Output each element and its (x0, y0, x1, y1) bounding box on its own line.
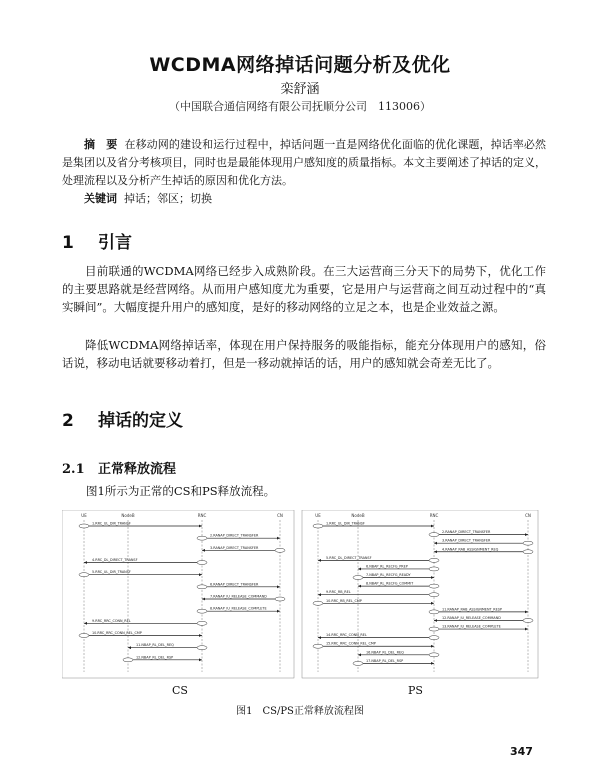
cs-message-arrowhead (199, 525, 202, 528)
ps-message-arrowhead (318, 593, 321, 596)
ps-message-node (429, 593, 439, 597)
section-2-1-number: 2.1 (62, 462, 85, 477)
ps-message-node (429, 653, 439, 657)
cs-message-label: 2.RANAP_DIRECT_TRANSFER (210, 533, 259, 538)
cs-lifeline-label-ue: UE (81, 513, 87, 518)
ps-message-label: 9.RRC_RB_REL (326, 590, 351, 595)
ps-message-label: 11.RANAP_RAB_ASSIGNMENT_RESP (442, 607, 502, 612)
section-2-heading (62, 406, 183, 431)
section-2-1-title: 正常释放流程 (98, 462, 177, 477)
ps-message-node (429, 558, 439, 562)
ps-message-label: 16.NBAP_RL_DEL_REQ (366, 650, 404, 655)
paper-title: WCDMA网络掉话问题分析及优化 (149, 54, 451, 76)
keywords-text: 掉话；邻区；切换 (124, 192, 212, 205)
ps-message-node (429, 567, 439, 571)
ps-message-arrowhead (525, 610, 528, 613)
cs-message-label: 8.RANAP_IU_RELEASE_COMPLETE (210, 606, 267, 611)
cs-message-label: 3.RANAP_DIRECT_TRANSFER (210, 545, 259, 550)
cs-message-node (197, 646, 207, 650)
cs-message-arrowhead (277, 610, 280, 613)
cs-message-node (197, 561, 207, 565)
ps-lifeline-label-cn: CN (525, 513, 531, 518)
ps-message-arrowhead (525, 533, 528, 536)
ps-message-node (429, 627, 439, 631)
affiliation: （中国联合通信网络有限公司抚顺分公司 113006） (169, 100, 431, 113)
figure-intro: 图1所示为正常的CS和PS释放流程。 (86, 484, 276, 498)
cs-message-node (275, 597, 285, 601)
section-1-title: 引言 (98, 233, 132, 253)
ps-message-arrowhead (318, 636, 321, 639)
cs-message-node (197, 609, 207, 613)
ps-message-arrowhead (431, 645, 434, 648)
ps-message-arrowhead (431, 602, 434, 605)
ps-message-node (429, 533, 439, 537)
cs-lifeline-label-cn: CN (277, 513, 283, 518)
ps-message-node (353, 576, 363, 580)
cs-message-label: 11.NBAP_RL_DEL_REQ (136, 643, 174, 648)
author-name: 栾舒涵 (280, 82, 320, 97)
ps-message-label: 6.NBAP_RL_RECFG_PREP (366, 564, 408, 569)
ps-lifeline-label-rnc: RNC (429, 513, 439, 518)
cs-message-node (79, 573, 89, 577)
ps-message-node (313, 601, 323, 605)
cs-message-node (79, 634, 89, 638)
ps-message-node (523, 618, 533, 622)
ps-message-node (523, 550, 533, 554)
ps-lifeline-label-nodeb: NodeB (351, 513, 365, 518)
section-1-paragraph-1: 目前联通的WCDMA网络已经步入成熟阶段。在三大运营商三分天下的局势下，优化工作的主要思路就是经营网络。从而用户感知度尤为重要，它是用户与运营商之间互动过程中的“真实瞬间”。大幅度提升用户的感知度，是好的移动网络的立足之本，也是企业效益之源。 (62, 264, 546, 314)
section-1-paragraph-2: 降低WCDMA网络掉话率，体现在用户保持服务的吸能指标，能充分体现用户的感知，俗话说，移动电话就要移动着打，但是一移动就掉话的话，用户的感知就会奇差无比了。 (62, 338, 546, 370)
ps-message-arrowhead (431, 525, 434, 528)
ps-message-node (429, 610, 439, 614)
cs-message-node (275, 548, 285, 552)
cs-message-arrowhead (277, 585, 280, 588)
ps-message-label: 2.RANAP_DIRECT_TRANSFER (442, 530, 491, 535)
ps-message-arrowhead (525, 628, 528, 631)
cs-message-node (123, 658, 133, 662)
cs-message-arrowhead (84, 622, 87, 625)
cs-message-arrowhead (202, 549, 205, 552)
ps-message-arrowhead (434, 550, 437, 553)
ps-message-label: 15.RRC_RRC_CONN_REL_CMP (326, 641, 376, 646)
cs-message-arrowhead (202, 598, 205, 601)
cs-message-label: 6.RANAP_DIRECT_TRANSFER (210, 582, 259, 587)
cs-message-label: 4.RRC_DL_DIRECT_TRANSF (92, 558, 138, 562)
cs-label: CS (172, 684, 188, 697)
section-1-number: 1 (62, 233, 74, 253)
ps-message-label: 17.NBAP_RL_DEL_RSP (366, 658, 404, 663)
cs-message-node (197, 585, 207, 589)
cs-message-arrowhead (199, 658, 202, 661)
ps-message-label: 13.RANAP_IU_RELEASE_COMPLETE (442, 624, 501, 629)
section-1-heading (62, 228, 132, 253)
ps-message-label: 5.RRC_DL_DIRECT_TRANSF (326, 555, 372, 560)
ps-message-label: 8.NBAP_RL_RECFG_COMMIT (366, 581, 414, 586)
ps-message-node (523, 541, 533, 545)
ps-message-node (353, 661, 363, 665)
cs-message-arrowhead (199, 573, 202, 576)
ps-message-label: 4.RANAP_RAB_ASSIGNMENT_REQ (442, 547, 499, 552)
ps-message-arrowhead (431, 662, 434, 665)
ps-message-arrowhead (434, 542, 437, 545)
cs-message-label: 7.RANAP_IU_RELEASE_COMMAND (210, 594, 267, 599)
ps-label: PS (408, 684, 423, 697)
ps-message-arrowhead (358, 568, 361, 571)
ps-message-label: 1.RRC_UL_DIR_TRANSF (326, 521, 365, 526)
ps-message-label: 12.RANAP_IU_RELEASE_COMMAND (442, 615, 501, 620)
figure-1-caption: 图1 CS/PS正常释放流程图 (236, 706, 364, 717)
abstract-text: 在移动网的建设和运行过程中，掉话问题一直是网络优化面临的优化课题，掉话率必然是集团以及省分考核项目，同时也是最能体现用户感知度的质量指标。本文主要阐述了掉话的定义，处理流程以及分析产生掉话的原因和优化方法。 (62, 138, 547, 187)
cs-message-arrowhead (277, 537, 280, 540)
ps-message-arrowhead (434, 619, 437, 622)
ps-message-label: 14.RRC_RRC_CONN_REL (326, 633, 367, 638)
ps-message-node (313, 524, 323, 528)
section-2-1-heading (62, 458, 176, 477)
cs-message-node (197, 536, 207, 540)
section-2-title: 掉话的定义 (98, 411, 183, 431)
cs-message-node (79, 524, 89, 528)
section-2-number: 2 (62, 411, 74, 431)
ps-message-arrowhead (358, 585, 361, 588)
figure-1-diagram (62, 510, 540, 682)
ps-sequence-diagram (313, 513, 533, 672)
cs-message-label: 10.RRC_RRC_CONN_REL_CMP (92, 631, 142, 635)
ps-message-arrowhead (431, 576, 434, 579)
cs-message-arrowhead (199, 634, 202, 637)
abstract-label: 摘 要 (84, 138, 118, 151)
cs-message-node (197, 621, 207, 625)
cs-message-label: 1.RRC_UL_DIR_TRANSF (92, 521, 131, 526)
keywords (84, 190, 212, 206)
cs-message-arrowhead (84, 561, 87, 564)
ps-message-label: 10.RRC_RB_REL_CMP (326, 598, 362, 603)
keywords-label: 关键词 (84, 192, 117, 205)
ps-message-node (313, 644, 323, 648)
cs-lifeline-label-nodeb: NodeB (121, 513, 135, 518)
ps-message-node (429, 584, 439, 588)
ps-lifeline-label-ue: UE (315, 513, 321, 518)
cs-sequence-diagram (79, 513, 285, 672)
abstract (62, 136, 546, 190)
cs-message-label: 12.NBAP_RL_DEL_RSP (136, 655, 174, 660)
ps-message-label: 7.NBAP_RL_RECFG_READY (366, 573, 411, 578)
ps-message-arrowhead (358, 653, 361, 656)
ps-message-label: 3.RANAP_DIRECT_TRANSFER (442, 538, 491, 543)
ps-message-node (429, 636, 439, 640)
cs-message-label: 9.RRC_RRC_CONN_REL (92, 618, 131, 623)
cs-lifeline-label-rnc: RNC (197, 513, 207, 518)
page-number: 347 (510, 745, 533, 758)
cs-message-label: 5.RRC_UL_DIR_TRANSF (92, 570, 131, 575)
cs-message-arrowhead (128, 646, 131, 649)
ps-message-arrowhead (318, 559, 321, 562)
